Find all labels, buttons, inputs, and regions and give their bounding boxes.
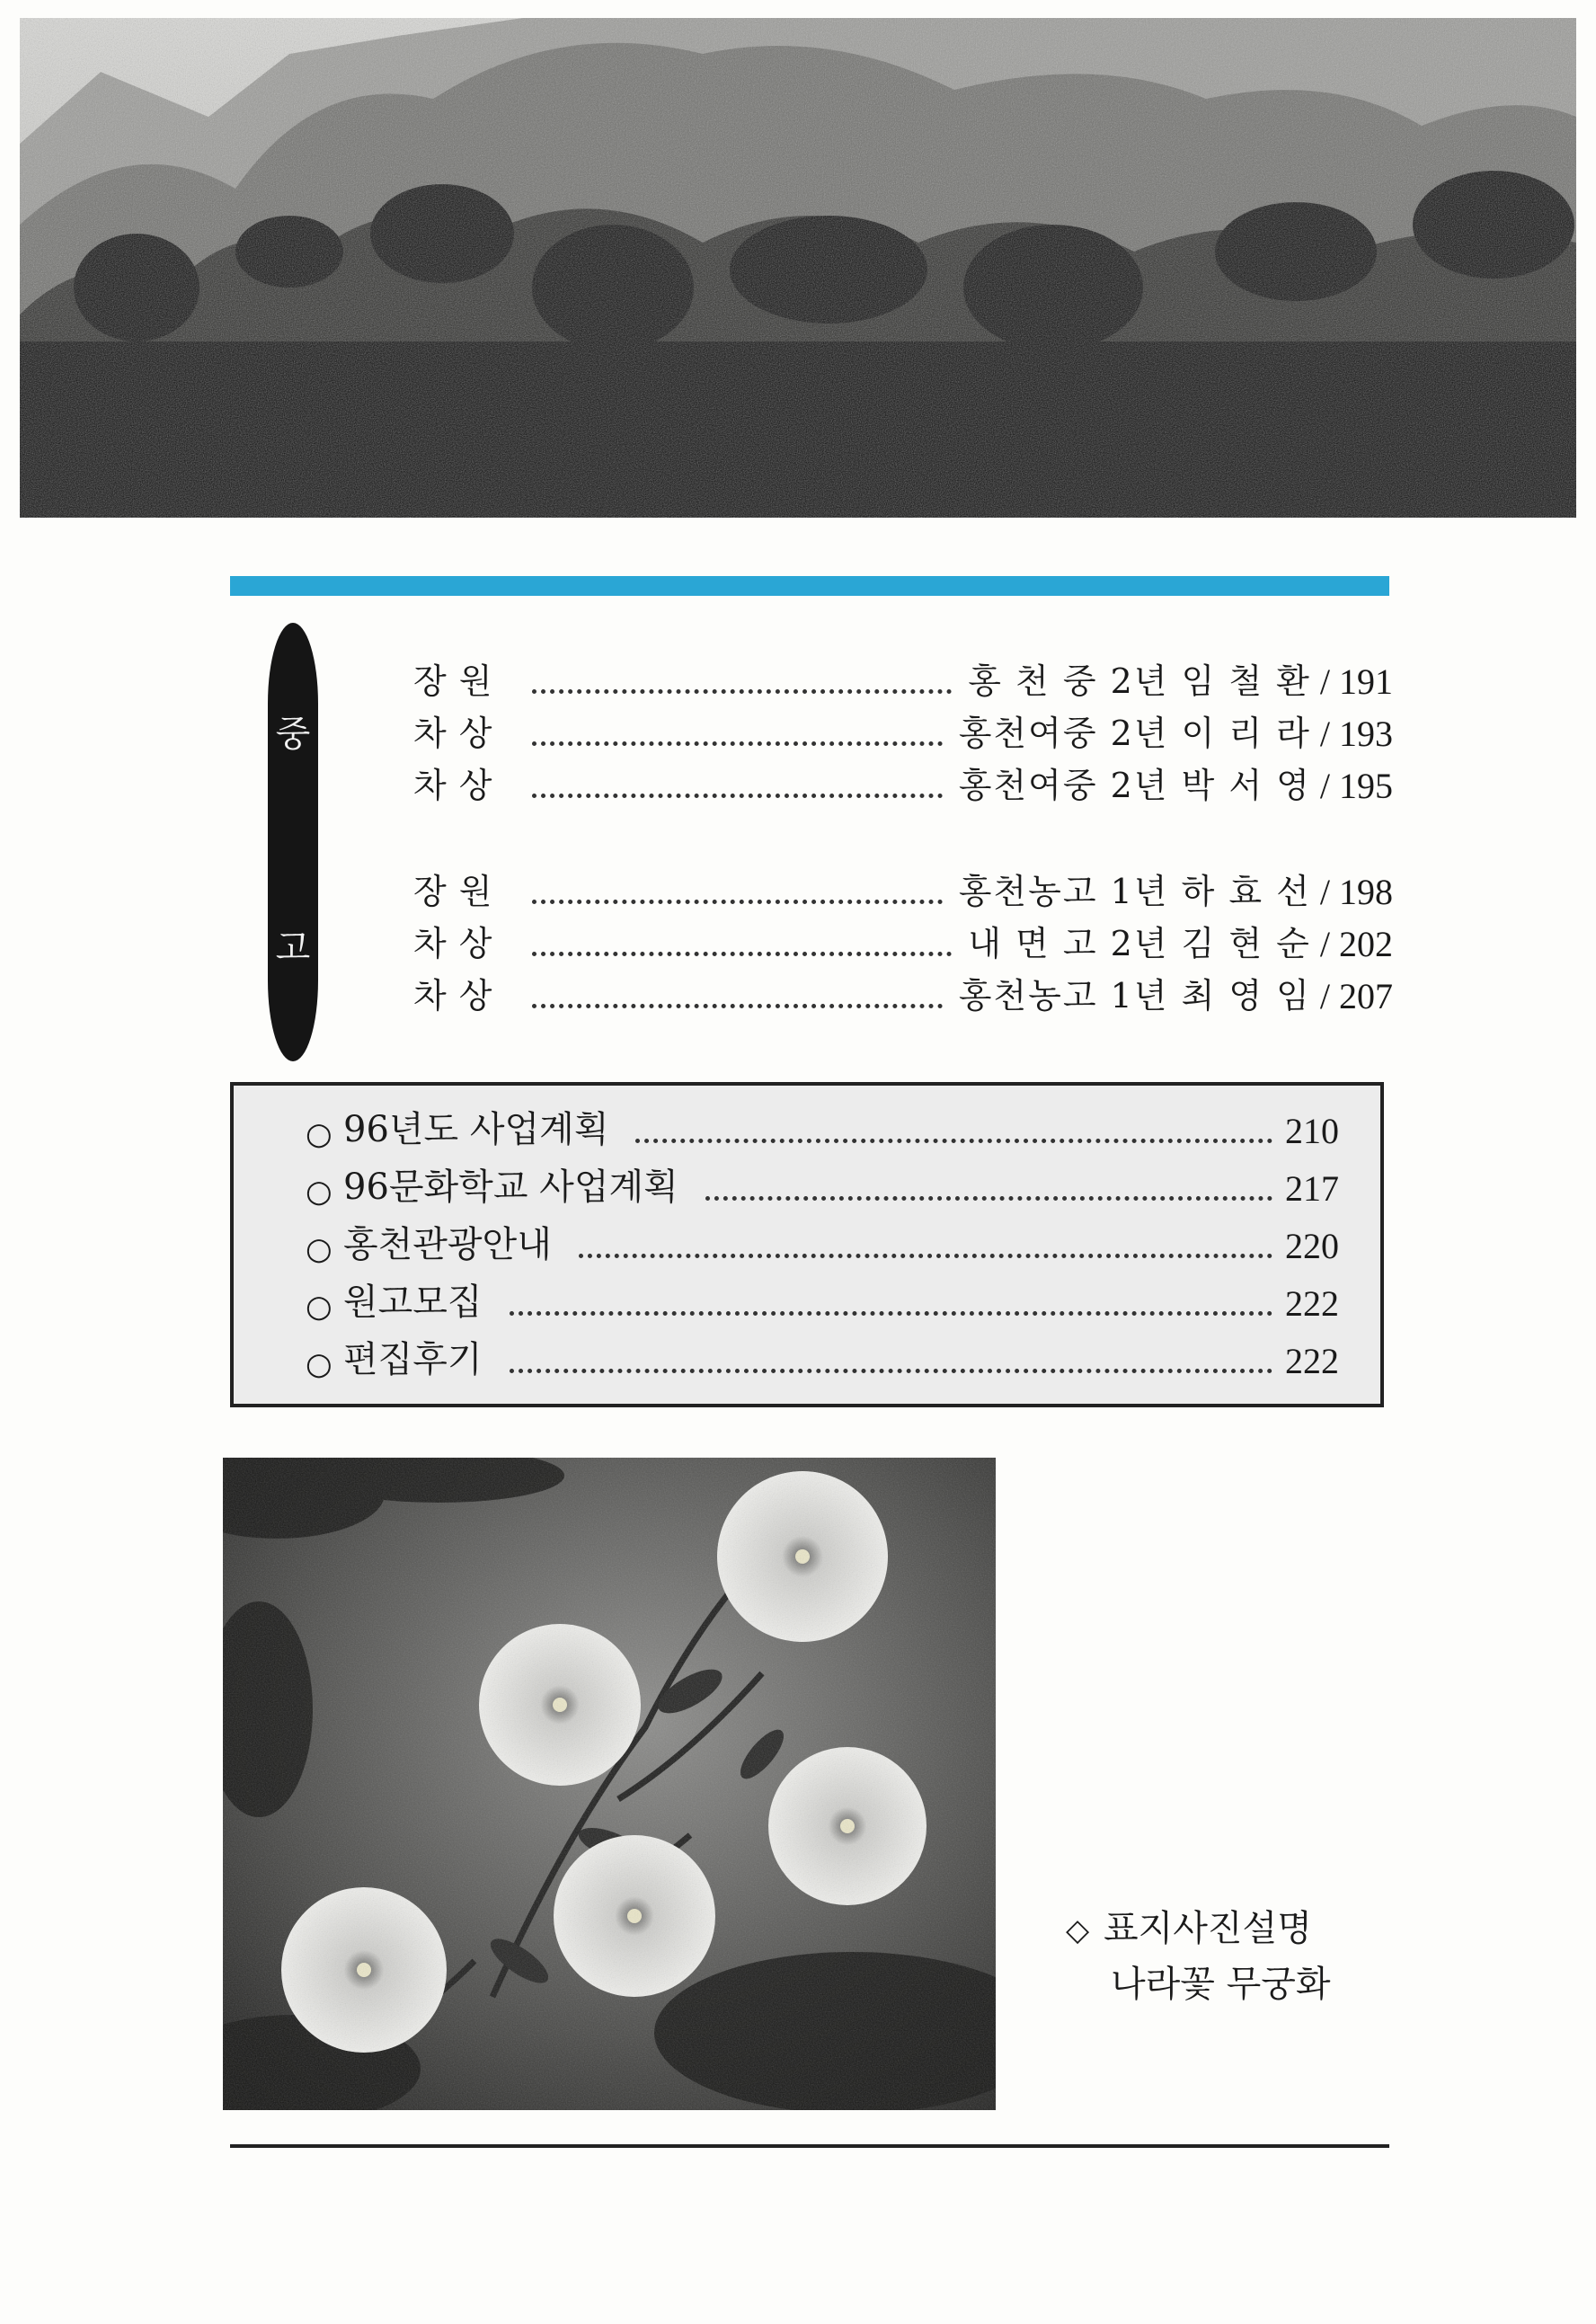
award-label: 차상	[413, 924, 505, 963]
accent-rule	[230, 576, 1389, 596]
dot-leader	[532, 952, 952, 956]
dot-leader	[635, 1139, 1272, 1143]
page-number: 222	[1285, 1341, 1339, 1381]
dot-leader	[532, 1004, 943, 1008]
category-char-high: 고	[275, 927, 311, 969]
page-number: / 202	[1319, 924, 1393, 964]
toc-row[interactable]	[413, 758, 1393, 807]
dot-leader	[532, 689, 952, 694]
toc-row[interactable]	[413, 969, 1393, 1017]
award-label: 차상	[413, 976, 505, 1016]
list-item[interactable]	[306, 1102, 1339, 1152]
caption-title: 표지사진설명	[1104, 1908, 1312, 1949]
page-number: 217	[1285, 1168, 1339, 1209]
circle-bullet-icon: ○	[306, 1346, 332, 1382]
page-number: 222	[1285, 1283, 1339, 1324]
toc-row[interactable]	[413, 706, 1393, 755]
circle-bullet-icon: ○	[306, 1116, 332, 1152]
toc-row[interactable]	[413, 917, 1393, 965]
page-number: / 195	[1319, 766, 1393, 806]
toc-row[interactable]	[413, 654, 1393, 703]
author-info: 홍 천 중 2년 임 철 환	[968, 661, 1311, 701]
diamond-icon: ◇	[1066, 1912, 1090, 1948]
circle-bullet-icon: ○	[306, 1231, 332, 1267]
circle-bullet-icon: ○	[306, 1289, 332, 1325]
bottom-rule	[230, 2144, 1389, 2148]
dot-leader	[510, 1311, 1272, 1316]
dot-leader	[510, 1369, 1272, 1373]
dot-leader	[532, 741, 943, 746]
page-number: / 207	[1319, 976, 1393, 1016]
caption-line-1	[1066, 1902, 1331, 1957]
award-label: 장원	[413, 872, 505, 911]
category-pill	[268, 623, 318, 1061]
item-title: 원고모집	[343, 1282, 483, 1323]
dot-leader	[579, 1254, 1272, 1258]
category-char-middle: 중	[275, 714, 311, 755]
misc-contents-box	[230, 1082, 1384, 1407]
author-info: 홍천여중 2년 이 리 라	[958, 714, 1311, 753]
page-number: 220	[1285, 1226, 1339, 1266]
page-number: / 191	[1319, 661, 1393, 702]
dot-leader	[532, 900, 943, 904]
author-info: 홍천농고 1년 최 영 임	[958, 976, 1311, 1016]
dot-leader	[532, 794, 943, 798]
page-number: 210	[1285, 1111, 1339, 1151]
list-item[interactable]	[306, 1217, 1339, 1267]
award-label: 차상	[413, 766, 505, 805]
author-info: 내 면 고 2년 김 현 순	[968, 924, 1311, 963]
dot-leader	[705, 1196, 1272, 1201]
item-title: 96년도 사업계획	[343, 1109, 609, 1150]
award-label: 차상	[413, 714, 505, 753]
item-title: 96문화학교 사업계획	[343, 1166, 678, 1208]
award-label: 장원	[413, 661, 505, 701]
list-item[interactable]	[306, 1332, 1339, 1382]
item-title: 편집후기	[343, 1339, 483, 1380]
list-item[interactable]	[306, 1274, 1339, 1325]
author-info: 홍천농고 1년 하 효 선	[958, 872, 1311, 911]
circle-bullet-icon: ○	[306, 1174, 332, 1210]
author-info: 홍천여중 2년 박 서 영	[958, 766, 1311, 805]
cover-caption	[1066, 1902, 1331, 2011]
cover-photo-hibiscus	[223, 1458, 996, 2110]
page-number: / 198	[1319, 872, 1393, 912]
caption-subtitle: 나라꽃 무궁화	[1111, 1964, 1331, 2005]
header-ink-painting	[20, 18, 1576, 518]
list-item[interactable]	[306, 1159, 1339, 1210]
page-number: / 193	[1319, 714, 1393, 754]
toc-row[interactable]	[413, 865, 1393, 913]
item-title: 홍천관광안내	[343, 1224, 552, 1265]
